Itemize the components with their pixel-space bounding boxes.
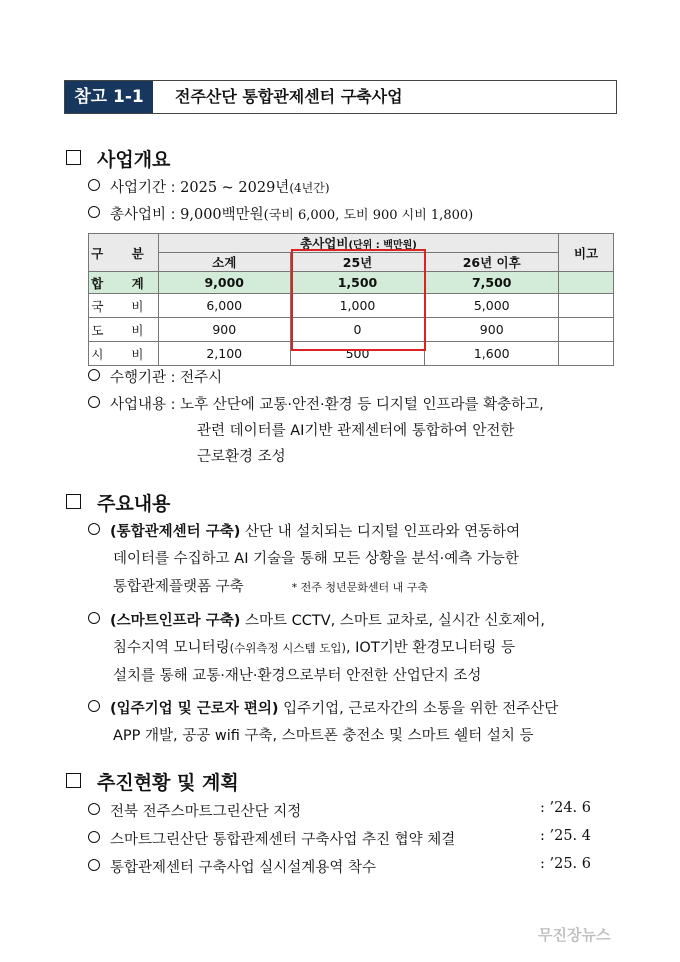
progress-date: : ’25. 4 xyxy=(540,828,591,844)
content-line-3: 근로환경 조성 xyxy=(197,449,286,465)
progress-date: : ’24. 6 xyxy=(540,800,591,816)
circle-bullet-icon xyxy=(88,859,100,871)
section-main: 주요내용 xyxy=(66,489,170,516)
header-category: 구 분 xyxy=(89,234,159,272)
circle-bullet-icon xyxy=(88,396,100,408)
content-line-2: 관련 데이터를 AI기반 관제센터에 통합하여 안전한 xyxy=(197,423,515,439)
main-item-1-line-3: 통합관제플랫폼 구축 * 전주 청년문화센터 내 구축 xyxy=(113,579,429,595)
period-line: 사업기간 : 2025 ~ 2029년(4년간) xyxy=(88,176,330,197)
budget-table xyxy=(88,233,614,366)
circle-bullet-icon xyxy=(88,612,100,624)
main-item-2: (스마트인프라 구축) 스마트 CCTV, 스마트 교차로, 실시간 신호제어, xyxy=(88,609,545,630)
header-note: 비고 xyxy=(559,234,614,272)
main-item-3-line-2: APP 개발, 공공 wifi 구축, 스마트폰 충전소 및 스마트 쉘터 설치 등 xyxy=(113,728,534,744)
circle-bullet-icon xyxy=(88,179,100,191)
progress-item: 통합관제센터 구축사업 실시설계용역 착수 xyxy=(88,856,376,877)
section-overview: 사업개요 xyxy=(66,145,170,172)
section-progress: 추진현황 및 계획 xyxy=(66,768,239,795)
circle-bullet-icon xyxy=(88,206,100,218)
circle-bullet-icon xyxy=(88,700,100,712)
circle-bullet-icon xyxy=(88,369,100,381)
main-item-1: (통합관제센터 구축) 산단 내 설치되는 디지털 인프라와 연동하여 xyxy=(88,520,520,541)
budget-line: 총사업비 : 9,000백만원(국비 6,000, 도비 900 시비 1,800) xyxy=(88,203,473,224)
document-header xyxy=(64,80,617,114)
circle-bullet-icon xyxy=(88,523,100,535)
watermark-logo: 무진장뉴스 xyxy=(538,926,611,944)
circle-bullet-icon xyxy=(88,803,100,815)
table-row: 도 비 900 0 900 xyxy=(89,318,614,342)
main-item-1-line-2: 데이터를 수집하고 AI 기술을 통해 모든 상황을 분석·예측 가능한 xyxy=(113,551,519,567)
table-row: 시 비 2,100 500 1,600 xyxy=(89,342,614,366)
header-year26: 26년 이후 xyxy=(425,253,559,272)
main-item-2-line-3: 설치를 통해 교통·재난·환경으로부터 안전한 산업단지 조성 xyxy=(113,668,482,684)
reference-tag: 참고 1-1 xyxy=(65,81,153,113)
document-title: 전주산단 통합관제센터 구축사업 xyxy=(175,87,403,106)
content-line: 사업내용 : 노후 산단에 교통·안전·환경 등 디지털 인프라를 확충하고, xyxy=(88,393,544,414)
circle-bullet-icon xyxy=(88,831,100,843)
progress-date: : ’25. 6 xyxy=(540,856,591,872)
table-row: 합 계 9,000 1,500 7,500 xyxy=(89,272,614,294)
footnote: * 전주 청년문화센터 내 구축 xyxy=(291,581,429,594)
progress-item: 스마트그린산단 통합관제센터 구축사업 추진 협약 체결 xyxy=(88,828,455,849)
header-subtotal: 소계 xyxy=(158,253,290,272)
header-year25: 25년 xyxy=(290,253,425,272)
checkbox-icon xyxy=(66,150,81,165)
agency-line: 수행기관 : 전주시 xyxy=(88,366,222,387)
main-item-2-line-2: 침수지역 모니터링(수위측정 시스템 도입), IOT기반 환경모니터링 등 xyxy=(113,640,515,656)
checkbox-icon xyxy=(66,494,81,509)
main-item-3: (입주기업 및 근로자 편의) 입주기업, 근로자간의 소통을 위한 전주산단 xyxy=(88,697,558,718)
progress-item: 전북 전주스마트그린산단 지정 xyxy=(88,800,301,821)
header-total: 총사업비(단위 : 백만원) xyxy=(158,234,558,253)
table-row: 국 비 6,000 1,000 5,000 xyxy=(89,294,614,318)
checkbox-icon xyxy=(66,773,81,788)
